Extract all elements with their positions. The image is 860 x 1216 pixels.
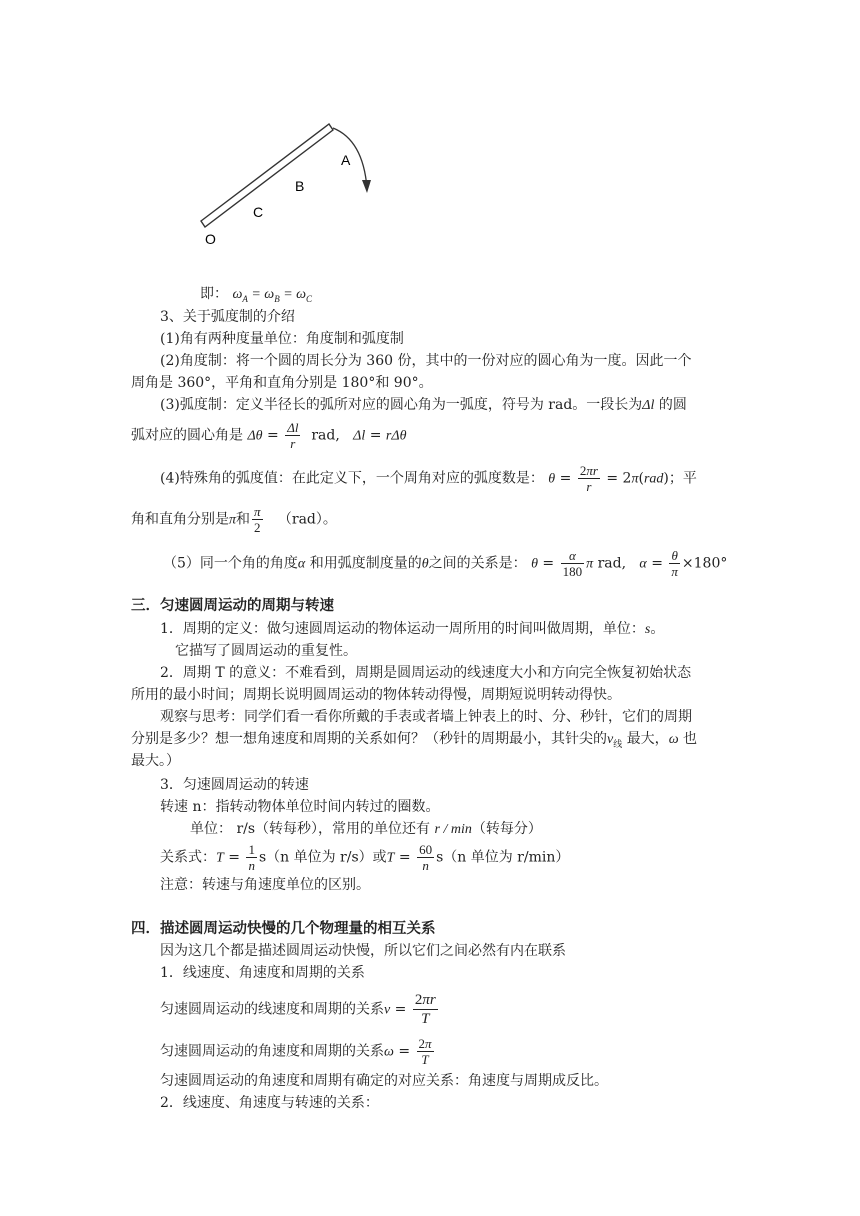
note-units: 注意：转速与角速度单位的区别。 bbox=[160, 877, 370, 893]
relation-heading-1: 1．线速度、角速度和周期的关系 bbox=[160, 965, 365, 981]
label-a: A bbox=[341, 152, 351, 168]
rotation-speed-def: 转速 n：指转动物体单位时间内转过的圈数。 bbox=[160, 799, 440, 815]
radian-point-3b: 弧对应的圆心角是 Δθ = $\frac{\Delta l}{r}$ rad, Δl = rΔθ bbox=[131, 420, 407, 451]
linear-velocity-period: 匀速圆周运动的线速度和周期的关系v = $\frac{2\pi r}{T}$ bbox=[160, 992, 436, 1027]
section-4-title: 四．描述圆周运动快慢的几个物理量的相互关系 bbox=[131, 921, 436, 937]
label-b: B bbox=[295, 178, 305, 194]
angular-velocity-equal-line: 即： $\omega_A = \omega_B = \omega_C$ bbox=[200, 286, 313, 304]
period-speed-relation: 关系式：T = $\frac{1}{n}$ s（n 单位为 r/s）或T = $\frac{60}{n}$ s（n 单位为 r/min） bbox=[160, 842, 570, 873]
period-definition: 1．周期的定义：做匀速圆周运动的物体运动一周所用的时间叫做周期，单位：s。 bbox=[160, 621, 665, 637]
radian-intro-heading: 3、关于弧度制的介绍 bbox=[160, 309, 295, 325]
rod-shape bbox=[201, 124, 333, 227]
period-meaning-b: 所用的最小时间；周期长说明圆周运动的物体转动得慢，周期短说明转动得快。 bbox=[131, 687, 621, 703]
relation-intro: 因为这几个都是描述圆周运动快慢，所以它们之间必然有内在联系 bbox=[160, 943, 566, 959]
relation-heading-2: 2．线速度、角速度与转速的关系： bbox=[160, 1095, 379, 1111]
observe-think-b: 分别是多少？想一想角速度和周期的关系如何？（秒针的周期最小，其针尖的$v_线$ 最大，ω 也 bbox=[131, 731, 698, 750]
observe-think-a: 观察与思考：同学们看一看你所戴的手表或者墙上钟表上的时、分、秒针，它们的周期 bbox=[160, 709, 692, 725]
observe-think-c: 最大。） bbox=[131, 753, 180, 769]
radian-point-4b: 角和直角分别是π和 $\frac{\pi}{2}$ （rad）。 bbox=[131, 504, 337, 535]
section-3-title: 三．匀速圆周运动的周期与转速 bbox=[131, 598, 334, 614]
rotation-arrow-head bbox=[362, 180, 371, 193]
inverse-proportion: 匀速圆周运动的角速度和周期有确定的对应关系：角速度与周期成反比。 bbox=[160, 1073, 608, 1089]
label-c: C bbox=[253, 204, 264, 220]
radian-point-2b: 周角是 360°，平角和直角分别是 180°和 90°。 bbox=[131, 375, 433, 391]
rotating-rod-diagram bbox=[195, 118, 385, 253]
rotation-speed-heading: 3．匀速圆周运动的转速 bbox=[160, 777, 309, 793]
radian-point-4a: (4)特殊角的弧度值：在此定义下，一个周角对应的弧度数是： θ = $\frac{2\pi r}{r}$ = 2π(rad)；平 bbox=[160, 463, 697, 494]
period-meaning-a: 2．周期 T 的意义：不难看到，周期是圆周运动的线速度大小和方向完全恢复初始状态 bbox=[160, 665, 692, 681]
radian-point-3a: (3)弧度制：定义半径长的弧所对应的圆心角为一弧度，符号为 rad。一段长为Δl 的圆 bbox=[160, 397, 687, 413]
radian-point-2a: (2)角度制：将一个圆的周长分为 360 份，其中的一份对应的圆心角为一度。因此一个 bbox=[160, 353, 692, 369]
radian-point-1: (1)角有两种度量单位：角度制和弧度制 bbox=[160, 331, 404, 347]
ji-label: 即： bbox=[200, 286, 228, 302]
label-o: O bbox=[205, 231, 216, 247]
period-repeatability: 它描写了圆周运动的重复性。 bbox=[175, 643, 357, 659]
radian-point-5: （5）同一个角的角度α 和用弧度制度量的θ之间的关系是： θ = $\frac{\alpha}{180}$ π rad, α = $\frac{\theta}{\pi}$ ×180° bbox=[163, 548, 728, 579]
rotation-speed-unit: 单位： r/s（转每秒），常用的单位还有 r / min（转每分） bbox=[190, 821, 542, 837]
angular-velocity-period: 匀速圆周运动的角速度和周期的关系ω = $\frac{2\pi}{T}$ bbox=[160, 1036, 432, 1067]
